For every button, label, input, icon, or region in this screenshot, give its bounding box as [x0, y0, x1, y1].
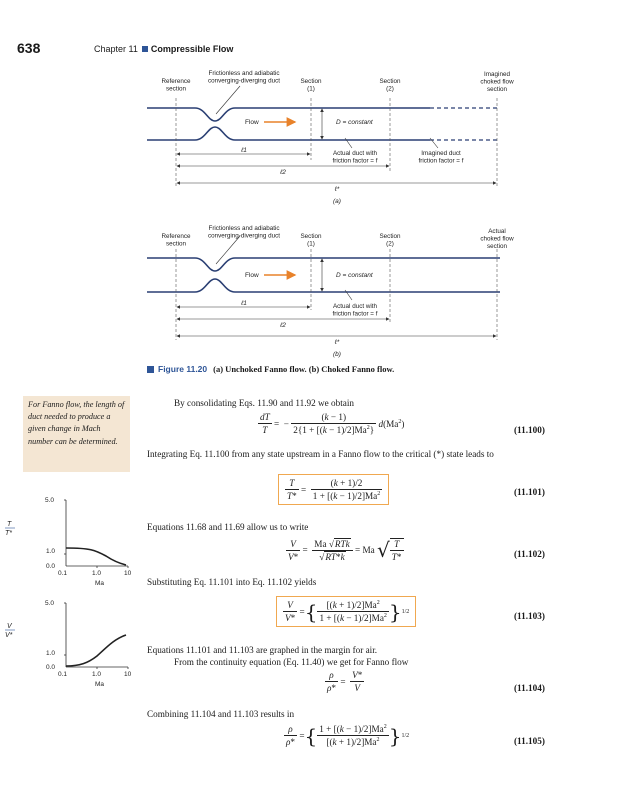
plot1-ylabel-num: T [7, 521, 12, 528]
eq-number-11-102: (11.102) [514, 549, 545, 559]
equation-11-102: $\frac{V}{V*}$ = $\frac{\text{Ma √RTk}}{√RT*k}$ = Ma √ $\frac{T}{T*}$ [288, 538, 402, 562]
caption-number: Figure 11.20 [158, 364, 208, 374]
section2-label-a: Section (2) [379, 78, 401, 93]
panel-tag-b: (b) [333, 351, 341, 358]
plot2-xlabel: Ma [95, 681, 105, 688]
actual-duct-label-b: Actual duct with friction factor = f [332, 303, 378, 318]
imagined-duct-label-a: Imagined duct friction factor = f [418, 150, 464, 165]
paragraph-5: Equations 11.101 and 11.103 are graphed in the margin for air. [147, 645, 378, 655]
actual-duct-label-a: Actual duct with friction factor = f [332, 150, 378, 165]
plot2-ytick-5: 5.0 [45, 600, 55, 607]
paragraph-3: Equations 11.68 and 11.69 allow us to write [147, 522, 309, 532]
flow-label-a: Flow [245, 119, 259, 126]
plot1-ylabel-den: T* [5, 530, 12, 537]
caption-text: (a) Unchoked Fanno flow. (b) Choked Fanno flow. [213, 364, 395, 374]
plot1-ytick-1: 1.0 [46, 548, 56, 555]
lstar-label-b: ℓ* [334, 339, 340, 346]
lstar-label-a: ℓ* [334, 186, 340, 193]
panel-a [147, 70, 514, 205]
choked-label-a: Imagined choked flow section [480, 71, 514, 93]
caption-square-icon [147, 366, 154, 373]
choked-label-b: Actual choked flow section [480, 228, 514, 250]
plot2-ytick-1: 1.0 [46, 650, 56, 657]
flow-label-b: Flow [245, 272, 259, 279]
plot2-ylabel-den: V* [5, 632, 13, 639]
margin-plot-velocity [0, 595, 140, 695]
l1-label-a: ℓ1 [241, 147, 247, 154]
chapter-title: Compressible Flow [150, 44, 234, 54]
paragraph-2: Integrating Eq. 11.100 from any state upstream in a Fanno flow to the critical (*) state leads to [147, 449, 494, 459]
plot1-xtick-10: 10 [124, 570, 132, 577]
plot1-ytick-0: 0.0 [46, 563, 56, 570]
panel-b [147, 225, 514, 358]
duct-label-b: Frictionless and adiabatic converging-diverging duct [207, 225, 281, 240]
diameter-label-a: D = constant [336, 119, 373, 126]
plot1-xtick-1: 1.0 [92, 570, 102, 577]
plot2-xtick-10: 10 [124, 671, 132, 678]
equation-11-105: $\frac{\rho}{\rho*}$ = { $\frac{1 + [(k - 1)/2]Ma^2}{[(k + 1)/2]Ma^2}$ } 1/2 [286, 723, 410, 748]
figure-fanno-flow [0, 0, 624, 380]
page-number: 638 [17, 40, 41, 56]
plot2-curve [66, 635, 126, 666]
diameter-label-b: D = constant [336, 272, 373, 279]
eq-number-11-104: (11.104) [514, 683, 545, 693]
equation-11-103: $\frac{V}{V*}$ = { $\frac{[(k + 1)/2]Ma^2}{1 + [(k - 1)/2]Ma^2}$ } 1/2 [276, 596, 416, 627]
paragraph-7: Combining 11.104 and 11.103 results in [147, 709, 295, 719]
paragraph-4: Substituting Eq. 11.101 into Eq. 11.102 yields [147, 577, 317, 587]
section1-label-b: Section (1) [300, 233, 322, 248]
chapter-label: Chapter 11 [94, 44, 138, 54]
paragraph-1: By consolidating Eqs. 11.90 and 11.92 we obtain [174, 398, 354, 408]
l1-label-b: ℓ1 [241, 300, 247, 307]
eq-number-11-103: (11.103) [514, 611, 545, 621]
eq-number-11-101: (11.101) [514, 487, 545, 497]
figure-caption [147, 364, 394, 374]
section2-label-b: Section (2) [379, 233, 401, 248]
panel-tag-a: (a) [333, 198, 341, 205]
paragraph-6: From the continuity equation (Eq. 11.40) we get for Fanno flow [174, 657, 409, 667]
plot2-ylabel-num: V [7, 623, 12, 630]
equation-11-104: $\frac{\rho}{\rho*}$ = $\frac{V*}{V}$ [327, 670, 363, 693]
l2-label-b: ℓ2 [280, 322, 286, 329]
reference-label-a: Reference section [161, 78, 191, 93]
eq-number-11-105: (11.105) [514, 736, 545, 746]
eq-number-11-100: (11.100) [514, 425, 545, 435]
plot1-xlabel: Ma [95, 580, 105, 587]
margin-note: For Fanno flow, the length of duct needed to produce a given change in Mach number can be determined. [23, 396, 130, 472]
plot1-xtick-0-1: 0.1 [58, 570, 68, 577]
reference-label-b: Reference section [161, 233, 191, 248]
plot2-ytick-0: 0.0 [46, 664, 56, 671]
plot2-xtick-1: 1.0 [92, 671, 102, 678]
section1-label-a: Section (1) [300, 78, 322, 93]
equation-11-100: $\frac{dT}{T}$ = − $\frac{(k - 1)}{2\{1 + [(k - 1)/2]Ma^2\}}$ d(Ma$^2$) [260, 412, 405, 436]
plot2-xtick-0-1: 0.1 [58, 671, 68, 678]
plot1-curve [66, 548, 126, 565]
plot1-ytick-5: 5.0 [45, 497, 55, 504]
l2-label-a: ℓ2 [280, 169, 286, 176]
margin-plot-temperature [0, 490, 140, 590]
duct-label-a: Frictionless and adiabatic converging-diverging duct [207, 70, 281, 85]
equation-11-101: $\frac{T}{T*}$ = $\frac{(k + 1)/2}{1 + [(k - 1)/2]Ma^2}$ [278, 474, 389, 505]
